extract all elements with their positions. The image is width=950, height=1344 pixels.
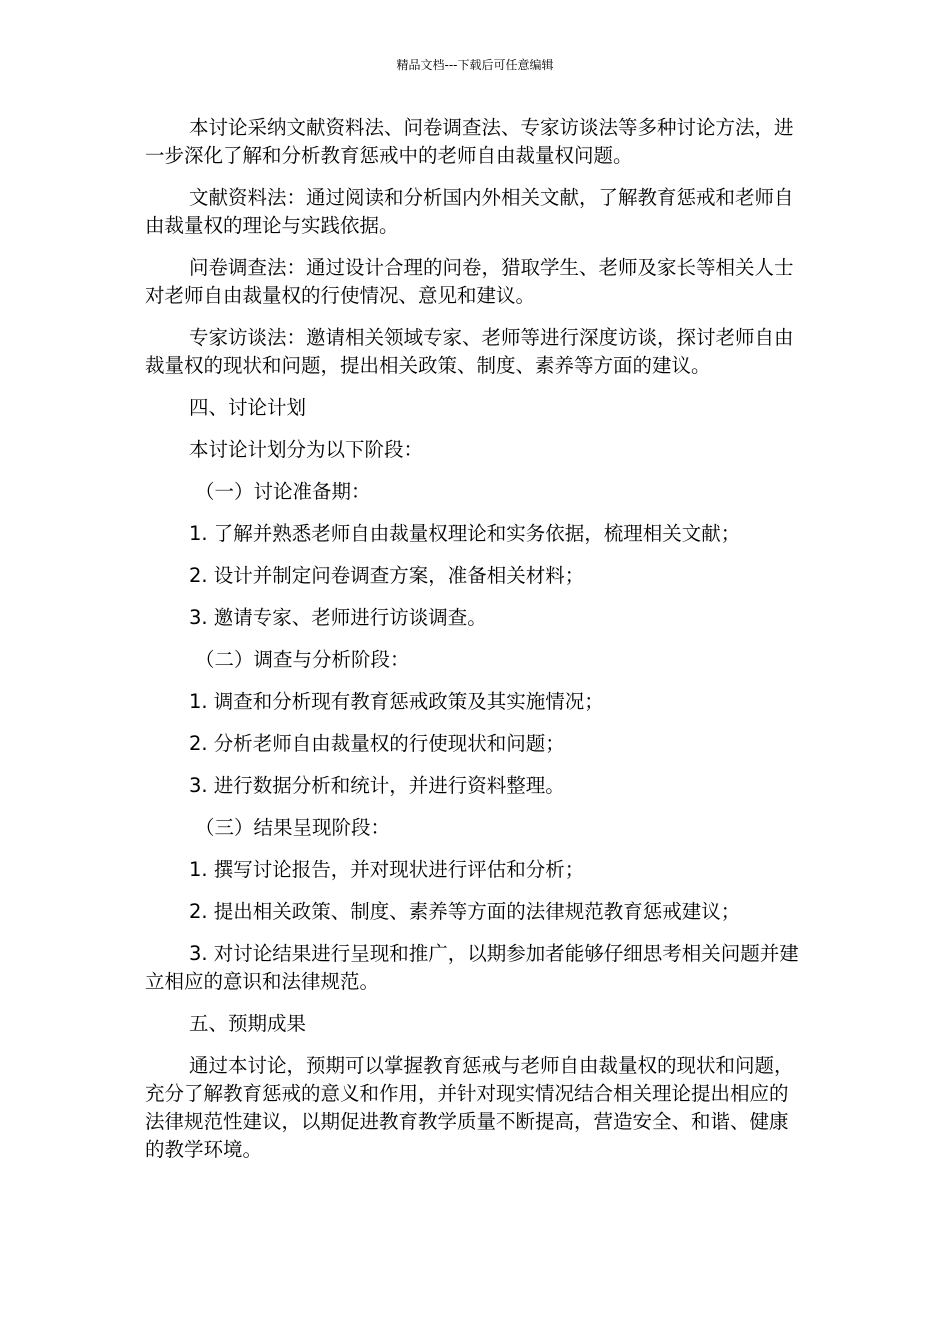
section-heading-outcomes: 五、预期成果 bbox=[189, 1012, 307, 1035]
paragraph-literature-method: 文献资料法：通过阅读和分析国内外相关文献，了解教育惩戒和老师自由裁量权的理论与实践依据。 bbox=[145, 186, 794, 237]
page-header: 精品文档---下载后可任意编辑 bbox=[396, 58, 554, 72]
list-item: 3. 进行数据分析和统计，并进行资料整理。 bbox=[189, 774, 565, 797]
list-item: 2. 提出相关政策、制度、素养等方面的法律规范教育惩戒建议； bbox=[189, 900, 741, 923]
subheading-preparation: （一）讨论准备期： bbox=[195, 480, 371, 503]
paragraph-questionnaire-method: 问卷调查法：通过设计合理的问卷，猎取学生、老师及家长等相关人士对老师自由裁量权的行使情况、意见和建议。 bbox=[145, 256, 794, 307]
list-item: 1. 调查和分析现有教育惩戒政策及其实施情况； bbox=[189, 690, 604, 713]
list-item: 1. 了解并熟悉老师自由裁量权理论和实务依据，梳理相关文献； bbox=[189, 522, 741, 545]
paragraph-interview-method: 专家访谈法：邀请相关领域专家、老师等进行深度访谈，探讨老师自由裁量权的现状和问题，提出相关政策、制度、素养等方面的建议。 bbox=[145, 326, 794, 377]
paragraph-outcomes: 通过本讨论，预期可以掌握教育惩戒与老师自由裁量权的现状和问题，充分了解教育惩戒的意义和作用，并针对现实情况结合相关理论提出相应的法律规范性建议，以期促进教育教学质量不断提高，营造安全、和谐、健康的教学环境。 bbox=[145, 1054, 794, 1161]
list-item: 2. 设计并制定问卷调查方案，准备相关材料； bbox=[189, 564, 585, 587]
document-body bbox=[145, 114, 805, 1178]
subheading-results: （三）结果呈现阶段： bbox=[195, 816, 391, 839]
list-item: 3. 对讨论结果进行呈现和推广，以期参加者能够仔细思考相关问题并建立相应的意识和法律规范。 bbox=[145, 942, 799, 993]
list-item: 1. 撰写讨论报告，并对现状进行评估和分析； bbox=[189, 858, 585, 881]
paragraph-methods-intro: 本讨论采纳文献资料法、问卷调查法、专家访谈法等多种讨论方法，进一步深化了解和分析教育惩戒中的老师自由裁量权问题。 bbox=[145, 116, 794, 167]
list-item: 3. 邀请专家、老师进行访谈调查。 bbox=[189, 606, 487, 629]
paragraph-plan-intro: 本讨论计划分为以下阶段： bbox=[189, 438, 424, 461]
subheading-investigation: （二）调查与分析阶段： bbox=[195, 648, 410, 671]
list-item: 2. 分析老师自由裁量权的行使现状和问题； bbox=[189, 732, 565, 755]
section-heading-plan: 四、讨论计划 bbox=[189, 396, 307, 419]
